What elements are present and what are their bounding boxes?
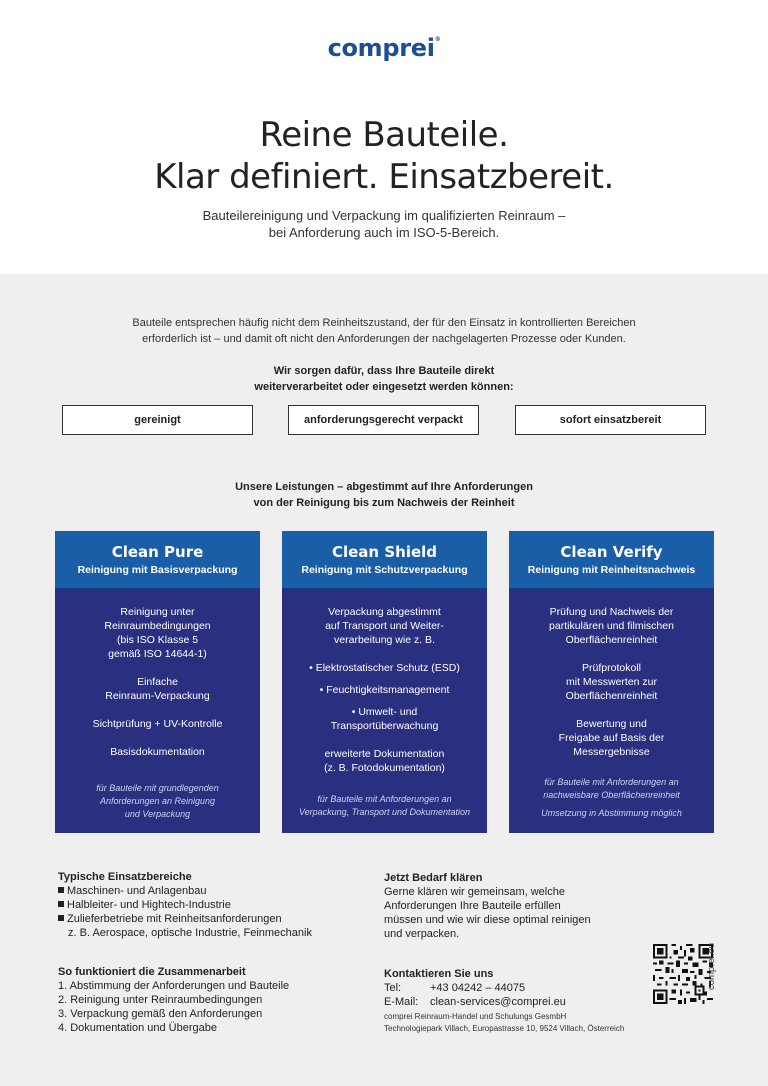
card-item-group <box>509 717 714 759</box>
card-item: Prüfprotokoll <box>582 662 641 674</box>
card-body <box>55 589 260 833</box>
bullet-square-icon <box>58 915 64 921</box>
card-item: • Feuchtigkeitsmanagement <box>319 684 450 696</box>
subline-line-2: bei Anforderung auch im ISO-5-Bereich. <box>268 225 500 240</box>
card-item: Oberflächenreinheit <box>565 690 658 702</box>
card-item-group <box>509 605 714 647</box>
card-item-group <box>282 605 487 647</box>
card-item: (bis ISO Klasse 5 <box>116 634 199 646</box>
card-header <box>55 531 260 589</box>
card-note <box>282 793 487 819</box>
card-item: Oberflächenreinheit <box>565 634 658 646</box>
uses-item: Maschinen- und Anlagenbau <box>58 884 312 898</box>
contact-phone[interactable] <box>384 981 525 995</box>
hero-section <box>0 0 768 274</box>
cta-heading: Jetzt Bedarf klären <box>384 872 483 884</box>
logo-registered-mark: ® <box>434 36 441 43</box>
card-subtitle: Reinigung mit Reinheitsnachweis <box>527 564 696 576</box>
pill-verpackt: anforderungsgerecht verpackt <box>288 405 479 435</box>
phone-number[interactable]: +43 04242 – 44075 <box>430 982 526 994</box>
card-title: Clean Verify <box>560 543 663 561</box>
card-item: erweiterte Dokumentation <box>324 748 445 760</box>
cta-line: müssen und wie wir diese optimal reinigen <box>384 914 591 926</box>
card-item: verarbeitung wie z. B. <box>334 634 435 646</box>
card-note-line: Verpackung, Transport und Dokumentation <box>298 807 471 817</box>
uses-item: Zulieferbetriebe mit Reinheitsanforderungen <box>58 912 312 926</box>
cta-text <box>384 885 591 941</box>
process-steps <box>58 979 289 1035</box>
website-vertical-label[interactable]: comprei.eu <box>706 943 717 990</box>
uses-list <box>58 884 312 940</box>
cta-line: und verpacken. <box>384 928 460 940</box>
card-item-group <box>55 675 260 703</box>
page-headline <box>0 114 768 198</box>
card-item: • Umwelt- und <box>351 706 418 718</box>
card-note-line: nachweisbare Oberflächenreinheit <box>543 790 680 800</box>
uses-item-detail: z. B. Aerospace, optische Industrie, Feinmechanik <box>68 927 312 939</box>
card-item: (z. B. Fotodokumentation) <box>324 762 445 774</box>
card-item: Basisdokumentation <box>110 746 205 758</box>
card-item: mit Messwerten zur <box>565 676 658 688</box>
card-item-group <box>282 705 487 733</box>
card-item: Transportüberwachung <box>330 720 439 732</box>
intro-line-2: erforderlich ist – und damit oft nicht den Anforderungen der nachgelagerten Prozesse oder Kunden. <box>142 332 626 345</box>
intro-text <box>110 316 658 347</box>
bullet-square-icon <box>58 901 64 907</box>
card-item: auf Transport und Weiter- <box>325 620 444 632</box>
email-label: E-Mail: <box>384 996 419 1008</box>
phone-label: Tel: <box>384 982 402 994</box>
process-step: 2. Reinigung unter Reinraumbedingungen <box>58 994 263 1006</box>
card-subtitle: Reinigung mit Basisverpackung <box>77 564 238 576</box>
card-clean-shield <box>282 531 487 833</box>
qr-code-icon[interactable] <box>653 944 713 1004</box>
card-note <box>509 776 714 802</box>
promise-line-2: weiterverarbeitet oder eingesetzt werden können: <box>254 380 514 393</box>
card-item: Einfache <box>137 676 178 688</box>
promise-line-1: Wir sorgen dafür, dass Ihre Bauteile direkt <box>273 365 495 377</box>
card-note-line: für Bauteile mit grundlegenden <box>96 783 219 793</box>
card-clean-pure <box>55 531 260 833</box>
services-heading <box>160 480 608 511</box>
process-step: 1. Abstimmung der Anforderungen und Bauteile <box>58 980 290 992</box>
services-heading-line-1: Unsere Leistungen – abgestimmt auf Ihre Anforderungen <box>235 481 533 493</box>
card-item: • Elektrostatischer Schutz (ESD) <box>309 662 460 674</box>
card-header <box>282 531 487 589</box>
process-step: 3. Verpackung gemäß den Anforderungen <box>58 1008 263 1020</box>
card-item: Sichtprüfung + UV-Kontrolle <box>92 718 223 730</box>
card-item-group <box>282 747 487 775</box>
intro-line-1: Bauteile entsprechen häufig nicht dem Reinheitszustand, der für den Einsatz in kontrollierten Bereichen <box>132 317 636 329</box>
bullet-square-icon <box>58 887 64 893</box>
page-subline <box>0 207 768 241</box>
cta-line: Gerne klären wir gemeinsam, welche <box>384 886 565 898</box>
card-item: Freigabe auf Basis der <box>558 732 665 744</box>
headline-line-2: Klar definiert. Einsatzbereit. <box>154 157 614 197</box>
card-item: Verpackung abgestimmt <box>328 606 441 618</box>
card-note-line: für Bauteile mit Anforderungen an <box>317 794 452 804</box>
headline-line-1: Reine Bauteile. <box>259 115 509 155</box>
contact-email[interactable] <box>384 995 566 1009</box>
services-heading-line-2: von der Reinigung bis zum Nachweis der Reinheit <box>253 496 515 509</box>
card-title: Clean Pure <box>111 543 204 561</box>
uses-heading: Typische Einsatzbereiche <box>58 871 192 883</box>
process-heading: So funktioniert die Zusammenarbeit <box>58 966 246 978</box>
company-address: Technologiepark Villach, Europastrasse 10, 9524 Villach, Österreich <box>384 1024 625 1033</box>
card-note-line: Umsetzung in Abstimmung möglich <box>541 808 682 818</box>
card-item: Prüfung und Nachweis der <box>549 606 674 618</box>
process-step: 4. Dokumentation und Übergabe <box>58 1022 217 1034</box>
card-item: Reinigung unter <box>120 606 195 618</box>
card-header <box>509 531 714 589</box>
card-note-line: Anforderungen an Reinigung <box>99 796 216 806</box>
card-clean-verify <box>509 531 714 833</box>
card-title: Clean Shield <box>331 543 438 561</box>
company-name: comprei Reinraum-Handel und Schulungs GesmbH <box>384 1012 567 1021</box>
card-note-line: für Bauteile mit Anforderungen an <box>544 777 679 787</box>
cta-line: Anforderungen Ihre Bauteile erfüllen <box>384 900 561 912</box>
card-item: Reinraum-Verpackung <box>105 690 210 702</box>
pill-einsatzbereit: sofort einsatzbereit <box>515 405 706 435</box>
card-item: gemäß ISO 14644-1) <box>108 648 207 660</box>
card-subtitle: Reinigung mit Schutzverpackung <box>301 564 468 576</box>
pill-gereinigt: gereinigt <box>62 405 253 435</box>
uses-item: Halbleiter- und Hightech-Industrie <box>58 898 312 912</box>
card-note-line: und Verpackung <box>124 809 191 819</box>
logo-text: comprei <box>327 34 435 62</box>
card-note <box>55 782 260 821</box>
card-body <box>509 589 714 833</box>
card-body <box>282 589 487 833</box>
card-item-group <box>55 605 260 661</box>
email-link[interactable]: clean-services@comprei.eu <box>430 996 566 1008</box>
card-item-group <box>509 661 714 703</box>
card-item: partikulären und filmischen <box>549 620 674 632</box>
comprei-logo[interactable] <box>0 34 768 62</box>
card-item: Bewertung und <box>576 718 647 730</box>
contact-heading: Kontaktieren Sie uns <box>384 968 494 980</box>
subline-line-1: Bauteilereinigung und Verpackung im qualifizierten Reinraum – <box>202 208 566 223</box>
card-item: Messergebnisse <box>573 746 650 758</box>
card-item: Reinraumbedingungen <box>104 620 211 632</box>
promise-text <box>160 364 608 395</box>
